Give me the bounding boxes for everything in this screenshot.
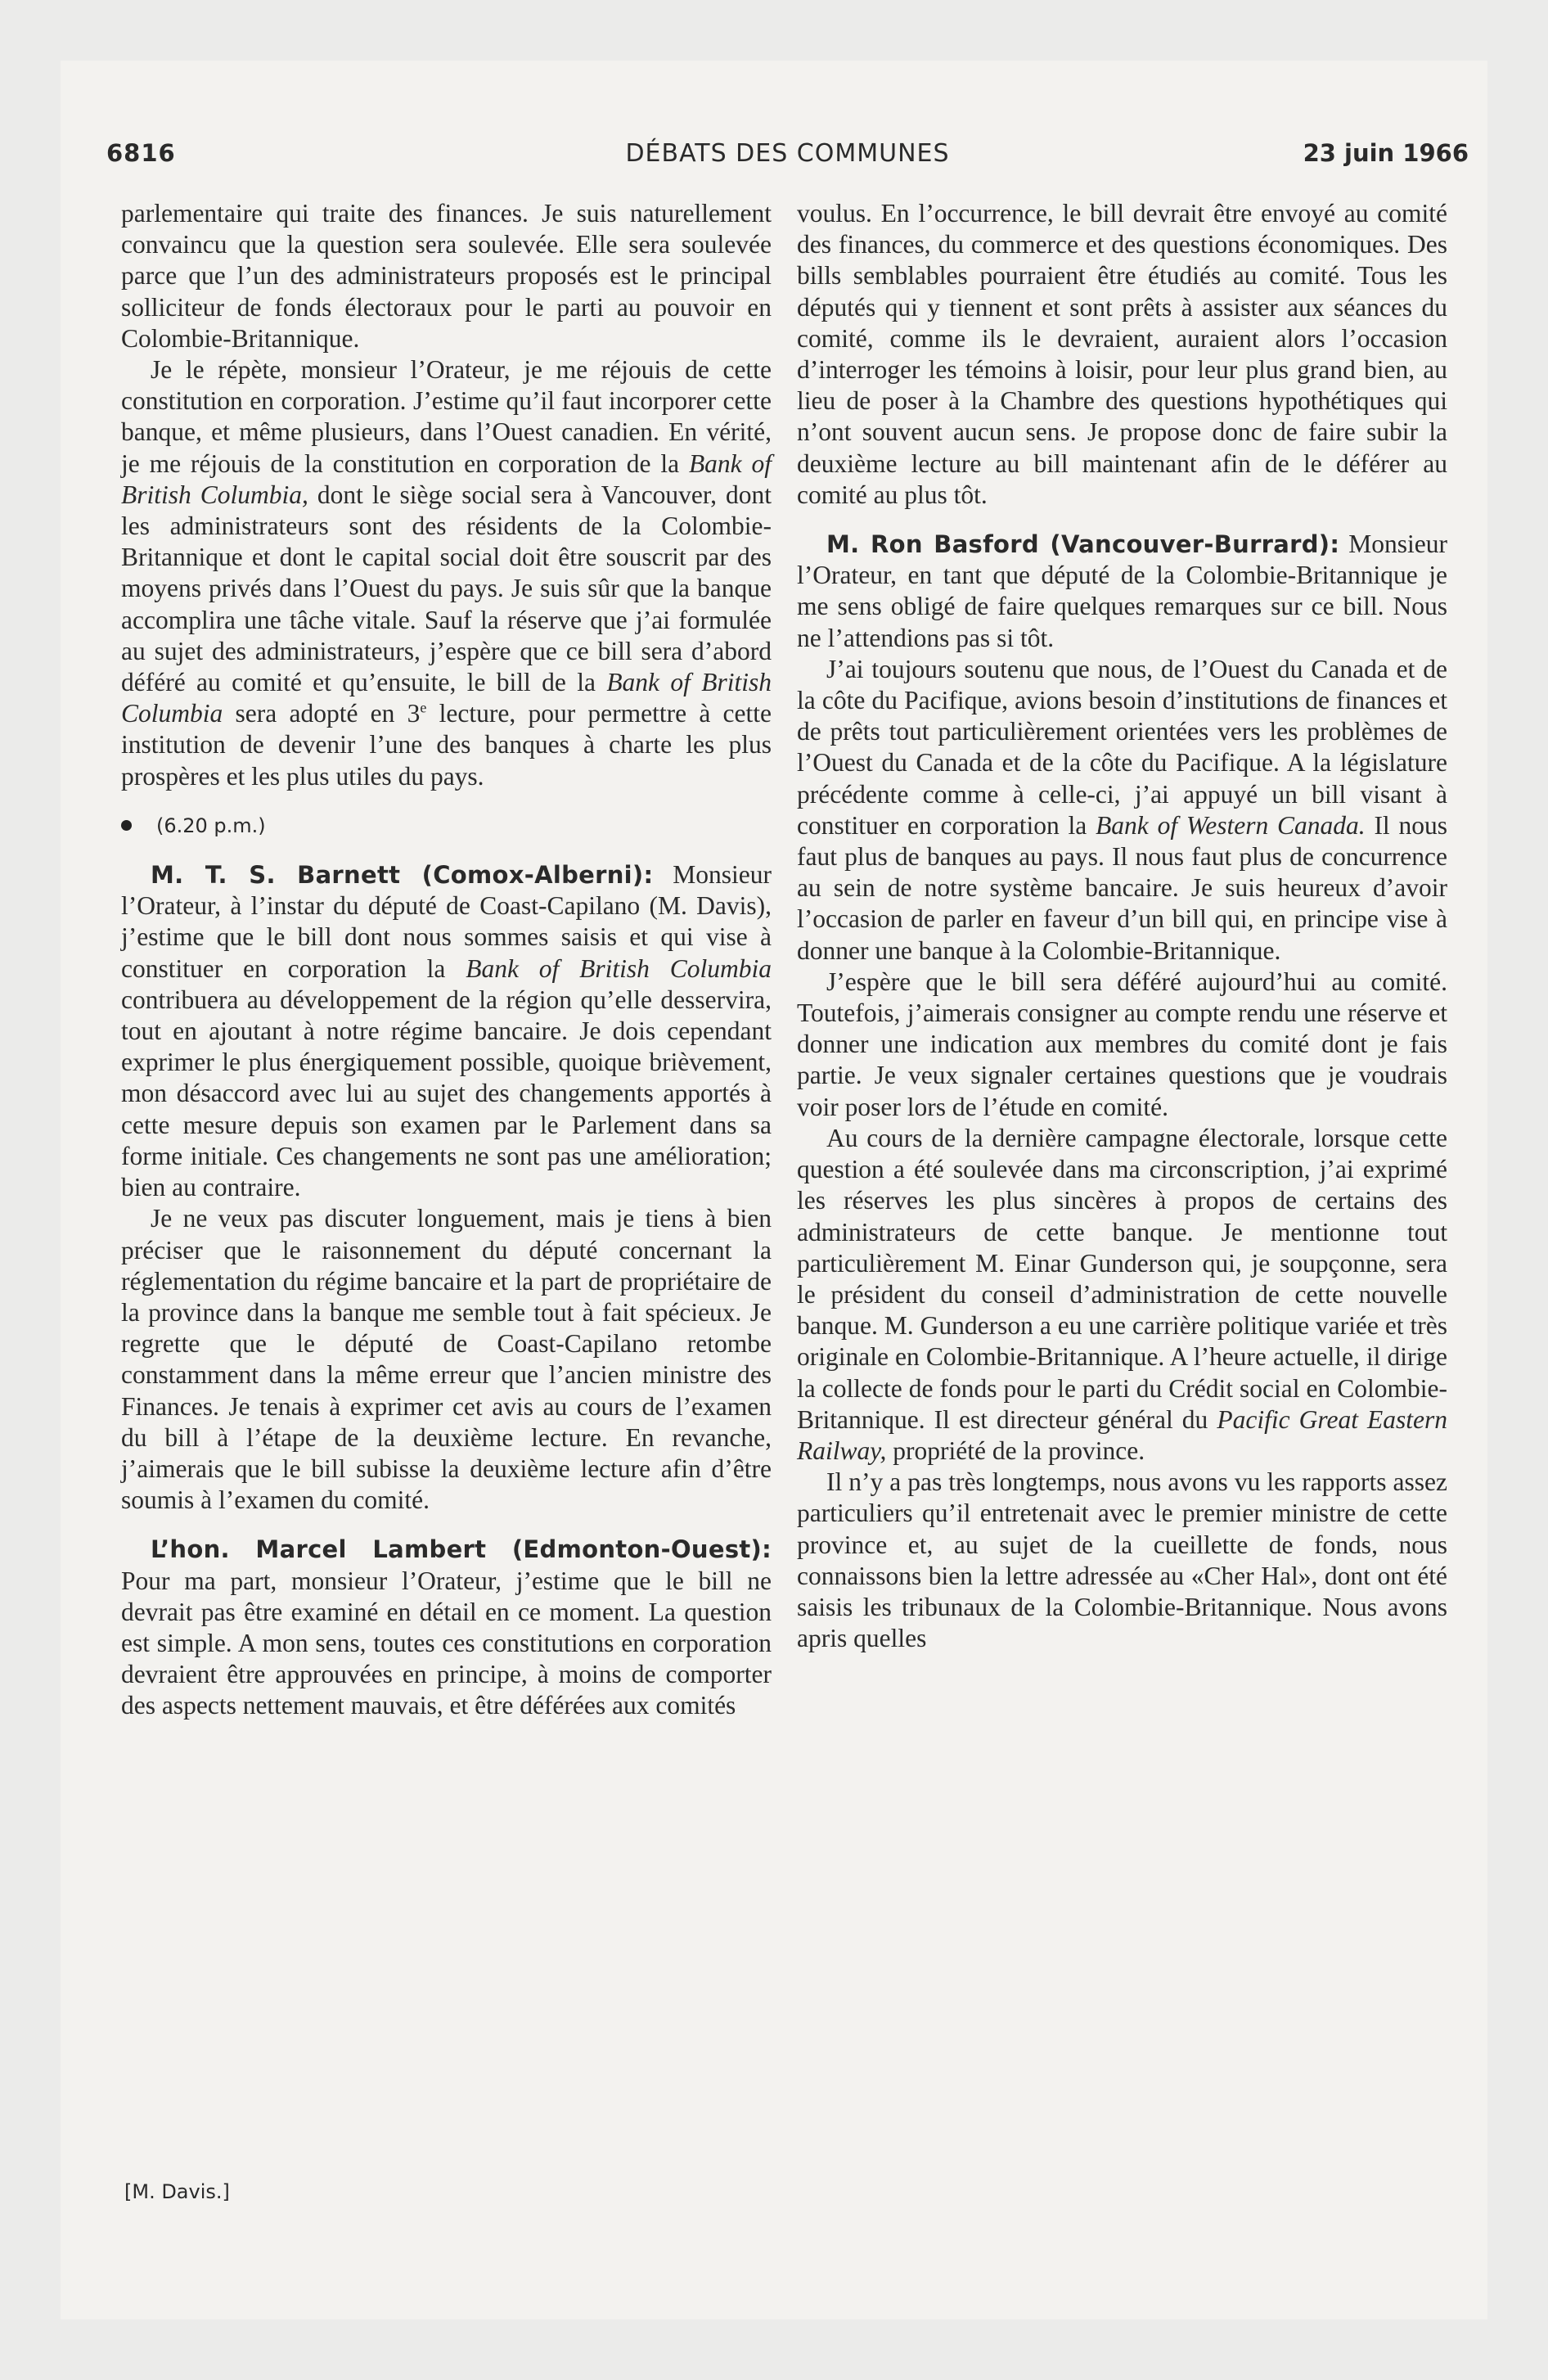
bank-name: Bank of British Columbia, (121, 449, 772, 509)
bank-name: Bank of British Columbia (121, 668, 772, 728)
railway-name: Pacific Great Eastern Railway, (797, 1404, 1448, 1465)
paragraph: Je ne veux pas discuter longuement, mais je tiens à bien préciser que le raisonnement du député concernant la réglementation du régime bancaire et la part de propriétaire de la province dans la banque me semble tout à fait spécieux. Je regrette que le député de Coast-Capilano retombe constamment dans la même erreur que l’ancien ministre des Finances. Je tenais à exprimer cet avis au cours de l’examen du bill à l’étape de la deuxième lecture. En revanche, j’aimerais que le bill subisse la deuxième lecture afin d’être soumis à l’examen du comité. (121, 1204, 772, 1515)
paragraph: Au cours de la dernière campagne électorale, lorsque cette question a été soulevée dans ma circonscription, j’ai exprimé les réserves les plus sincères à propos de certains des administrateurs de cette banque. Je mentionne tout particulièrement M. Einar Gunderson qui, je soupçonne, sera le président du conseil d’administration de cette nouvelle banque. M. Gunderson a eu une carrière politique variée et très originale en Colombie-Britannique. A l’heure actuelle, il dirige la collecte de fonds pour le parti du Crédit social en Colombie-Britannique. Il est directeur général du Pacific Great Eastern Railway, propriété de la province. (797, 1123, 1448, 1465)
paragraph: J’espère que le bill sera déféré aujourd’hui au comité. Toutefois, j’aimerais consigner au compte rendu une réserve et donner une indication aux membres du comité dont je fais partie. Je veux signaler certaines questions que je voudrais voir poser lors de l’étude en comité. (797, 967, 1447, 1121)
speech-lambert: L’hon. Marcel Lambert (Edmonton-Ouest): Pour ma part, monsieur l’Orateur, j’estime que le bill ne devrait pas être examiné en détail en ce moment. La question est simple. A mon sens, toutes ces constitutions en corporation devraient être approuvées en principe, à moins de comporter des aspects nettement mauvais, et être déférées aux comités (121, 1535, 772, 1720)
page-header (106, 139, 1469, 172)
left-column (121, 198, 772, 1722)
time-marker: (6.20 p.m.) (121, 810, 772, 841)
bullet-icon (121, 820, 132, 831)
speaker-name: L’hon. Marcel Lambert (Edmonton-Ouest): (151, 1535, 772, 1564)
page-number: 6816 (106, 139, 176, 167)
page-date: 23 juin 1966 (1303, 139, 1469, 167)
paragraph: Je le répète, monsieur l’Orateur, je me réjouis de cette constitution en corporation. J’estime qu’il faut incorporer cette banque, et même plusieurs, dans l’Ouest canadien. En vérité, je me réjouis de la constitution en corporation de la Bank of British Columbia, dont le siège social sera à Vancouver, dont les administrateurs sont des résidents de la Colombie-Britannique et dont le capital social doit être souscrit par des moyens privés dans l’Ouest du pays. Je suis sûr que la banque accomplira une tâche vitale. Sauf la réserve que j’ai formulée au sujet des administrateurs, j’espère que ce bill sera d’abord déféré au comité et qu’ensuite, le bill de la Bank of British Columbia sera adopté en 3e lecture, pour permettre à cette institution de devenir l’une des banques à charte les plus prospères et les plus utiles du pays. (121, 355, 772, 791)
paragraph: J’ai toujours soutenu que nous, de l’Ouest du Canada et de la côte du Pacifique, avions besoin d’institutions de finances et de prêts tout particulièrement orientées vers les problèmes de l’Ouest du Canada et de la côte du Pacifique. A la législature précédente comme à celle-ci, j’ai appuyé un bill visant à constituer en corporation la Bank of Western Canada. Il nous faut plus de banques au pays. Il nous faut plus de concurrence au sein de notre système bancaire. Je suis heureux d’avoir l’occasion de parler en faveur d’un bill qui, en principe vise à donner une banque à la Colombie-Britannique. (797, 654, 1447, 965)
speech-barnett: M. T. S. Barnett (Comox-Alberni): Monsieur l’Orateur, à l’instar du député de Coast-Capilano (M. Davis), j’estime que le bill dont nous sommes saisis et qui vise à constituer en corporation la Bank of British Columbia contribuera au développement de la région qu’elle desservira, tout en ajoutant à notre régime bancaire. Je dois cependant exprimer le plus énergiquement possible, quoique brièvement, mon désaccord avec lui au sujet des changements apportés à cette mesure depuis son examen par le Parlement dans sa forme initiale. Ces changements ne sont pas une amélioration; bien au contraire. (121, 860, 772, 1202)
speaker-name: M. T. S. Barnett (Comox-Alberni): (151, 861, 654, 890)
page-footer: [M. Davis.] (124, 2180, 230, 2203)
speaker-name: M. Ron Basford (Vancouver-Burrard): (826, 530, 1340, 559)
right-column (797, 198, 1447, 1654)
bank-name: Bank of British Columbia (466, 953, 772, 983)
bank-name: Bank of Western Canada. (1096, 810, 1366, 840)
paragraph: parlementaire qui traite des finances. Je suis naturellement convaincu que la question sera soulevée. Elle sera soulevée parce que l’un des administrateurs proposés est le principal solliciteur de fonds électoraux pour le parti au pouvoir en Colombie-Britannique. (121, 199, 772, 353)
paragraph: Il n’y a pas très longtemps, nous avons vu les rapports assez particuliers qu’il entretenait avec le premier ministre de cette province et, au sujet de la cueillette de fonds, nous connaissons bien la lettre adressée au «Cher Hal», dont ont été saisis les tribunaux de la Colombie-Britannique. Nous avons apris quelles (797, 1467, 1447, 1653)
paragraph: voulus. En l’occurrence, le bill devrait être envoyé au comité des finances, du commerce et des questions économiques. Des bills semblables pourraient être étudiés au comité. Tous les députés qui y tiennent et sont prêts à assister aux séances du comité, comme ils le devraient, auraient alors l’occasion d’interroger les témoins à loisir, pour leur plus grand bien, au lieu de poser à la Chambre des questions hypothétiques qui n’ont souvent aucun sens. Je propose donc de faire subir la deuxième lecture au bill maintenant afin de le déférer au comité au plus tôt. (797, 199, 1447, 509)
publication-title: DÉBATS DES COMMUNES (625, 139, 950, 168)
speech-basford: M. Ron Basford (Vancouver-Burrard): Monsieur l’Orateur, en tant que député de la Colombie-Britannique je me sens obligé de faire quelques remarques sur ce bill. Nous ne l’attendions pas si tôt. (797, 530, 1447, 652)
